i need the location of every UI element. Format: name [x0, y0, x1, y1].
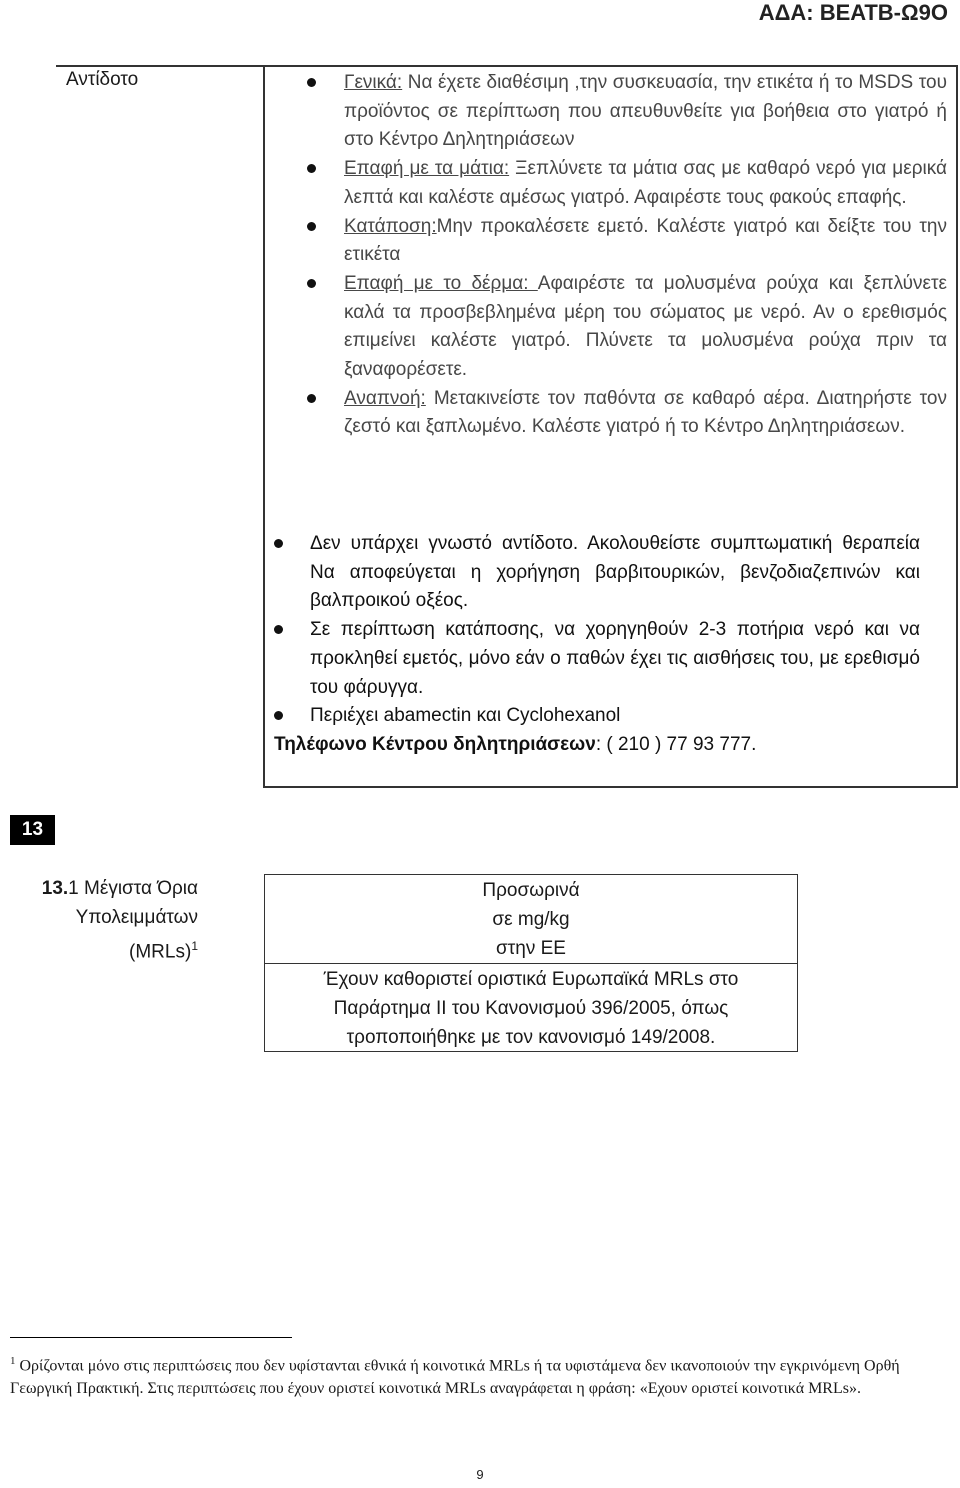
box-divider	[263, 65, 265, 787]
antidote-list-lower	[274, 530, 920, 760]
ingestion-text: Μην προκαλέσετε εμετό. Καλέστε γιατρό και δείξτε του την ετικέτα	[344, 215, 947, 266]
phone-value: : ( 210 ) 77 93 777.	[595, 733, 757, 755]
mrl-body-line-1: Έχουν καθοριστεί οριστικά Ευρωπαϊκά MRLs στο	[323, 969, 739, 990]
contains-paragraph: Περιέχει abamectin και Cyclohexanol	[310, 705, 621, 727]
mrl-title	[12, 874, 198, 966]
phone-line	[274, 731, 920, 760]
general-label: Γενικά:	[344, 72, 403, 93]
eyes-text: Ξεπλύνετε τα μάτια σας με καθαρό νερό για μερικά λεπτά και καλέστε αμέσως γιατρό. Αφαιρέστε τους φακούς επαφής.	[344, 158, 947, 208]
skin-label: Επαφή με το δέρμα:	[344, 272, 538, 294]
bullet-ingestion-2	[310, 616, 920, 702]
mrl-abbrev: (MRLs)	[129, 941, 192, 963]
eyes-label: Επαφή με τα μάτια:	[344, 158, 510, 180]
no-antidote-paragraph: Δεν υπάρχει γνωστό αντίδοτο. Ακολουθείστε συμπτωματική θεραπεία Να αποφεύγεται η χορήγηση βαρβιτουρικών, βενζοδιαζεπινών και βαλπροικού οξέος.	[310, 533, 920, 612]
ingestion2-paragraph: Σε περίπτωση κατάποσης, να χορηγηθούν 2-3 ποτήρια νερό και να προκληθεί εμετός, μόνο εάν ο παθών έχει τις αισθήσεις του, με ερεθισμό του φάρυγγα.	[310, 619, 920, 698]
mrl-body-line-3: τροποποιήθηκε με τον κανονισμό 149/2008.	[346, 1027, 716, 1048]
antidote-list-upper	[344, 69, 947, 442]
footnote-mark: 1	[10, 1355, 16, 1367]
bullet-ingestion	[344, 213, 947, 270]
mrl-body-line-2: Παράρτημα ΙΙ του Κανονισμού 396/2005, όπως	[333, 998, 729, 1019]
mrl-number: 13.	[41, 878, 69, 899]
general-text: Να έχετε διαθέσιμη ,την συσκευασία, την ετικέτα ή το MSDS του προϊόντος σε περίπτωση που απευθυνθείτε για βοήθεια στο γιατρό ή στο Κέντρο Δηλητηριάσεων	[344, 72, 947, 151]
bullet-inhalation	[344, 385, 947, 442]
bullet-no-antidote	[310, 530, 920, 616]
section-badge: 13	[10, 815, 55, 845]
bullet-dot	[307, 78, 316, 87]
mrl-title-text: 1 Μέγιστα Όρια Υπολειμμάτων	[68, 878, 198, 928]
general-paragraph	[344, 69, 947, 155]
bullet-dot	[274, 539, 283, 548]
bullet-dot	[307, 164, 316, 173]
skin-text: Αφαιρέστε τα μολυσμένα ρούχα και ξεπλύνετε καλά τα προσβεβλημένα μέρη του σώματος με νερό. Αν ο ερεθισμός επιμείνει καλέστε γιατρό. Πλύνετε τα μολυσμένα ρούχα πριν τα ξαναφορέσετε.	[344, 272, 947, 381]
mrl-box-body	[265, 965, 797, 1052]
inhalation-label: Αναπνοή:	[344, 387, 426, 409]
bullet-skin	[344, 270, 947, 385]
box-top-border	[56, 65, 958, 67]
bullet-contains	[310, 702, 920, 731]
footnote-text: Ορίζονται μόνο στις περιπτώσεις που δεν υφίστανται εθνικά ή κοινοτικά MRLs ή τα υφιστάμενα δεν ικανοποιούν την εγκρινόμενη Ορθή Γεωργική Πρακτική. Στις περιπτώσεις που έχουν οριστεί κοινοτικά MRLs αναγράφεται η φράση: «Εχουν οριστεί κοινοτικά MRLs».	[10, 1357, 900, 1398]
antidote-label: Αντίδοτο	[66, 69, 139, 90]
document-id: ΑΔΑ: ΒΕΑΤΒ-Ω9Ο	[758, 0, 948, 25]
box-bottom-border	[263, 786, 958, 788]
eyes-paragraph	[344, 155, 947, 212]
ingestion-label: Κατάποση:	[344, 215, 437, 237]
ingestion-paragraph	[344, 213, 947, 270]
mrl-box	[264, 874, 798, 1052]
bullet-dot	[307, 279, 316, 288]
mrl-head-line-3: στην ΕΕ	[496, 938, 566, 959]
bullet-dot	[274, 625, 283, 634]
phone-label: Τηλέφωνο Κέντρου δηλητηριάσεων	[274, 733, 596, 755]
bullet-general	[344, 69, 947, 155]
inhalation-text: Μετακινείστε τον παθόντα σε καθαρό αέρα. Διατηρήστε τον ζεστό και ξαπλωμένο. Καλέστε γιατρό ή το Κέντρο Δηλητηριάσεων.	[344, 387, 947, 438]
bullet-dot	[307, 222, 316, 231]
mrl-head-line-2: σε mg/kg	[492, 909, 570, 930]
mrl-box-separator	[265, 963, 797, 964]
footnote-ref: 1	[191, 939, 198, 953]
bullet-eyes	[344, 155, 947, 212]
skin-paragraph	[344, 270, 947, 385]
mrl-head-line-1: Προσωρινά	[482, 880, 580, 901]
mrl-box-head	[265, 875, 797, 963]
bullet-dot	[307, 394, 316, 403]
box-right-border	[956, 65, 958, 787]
bullet-dot	[274, 711, 283, 720]
inhalation-paragraph	[344, 385, 947, 442]
footnote	[10, 1350, 950, 1400]
footnote-rule	[10, 1337, 292, 1338]
page-number: 9	[476, 1467, 484, 1482]
